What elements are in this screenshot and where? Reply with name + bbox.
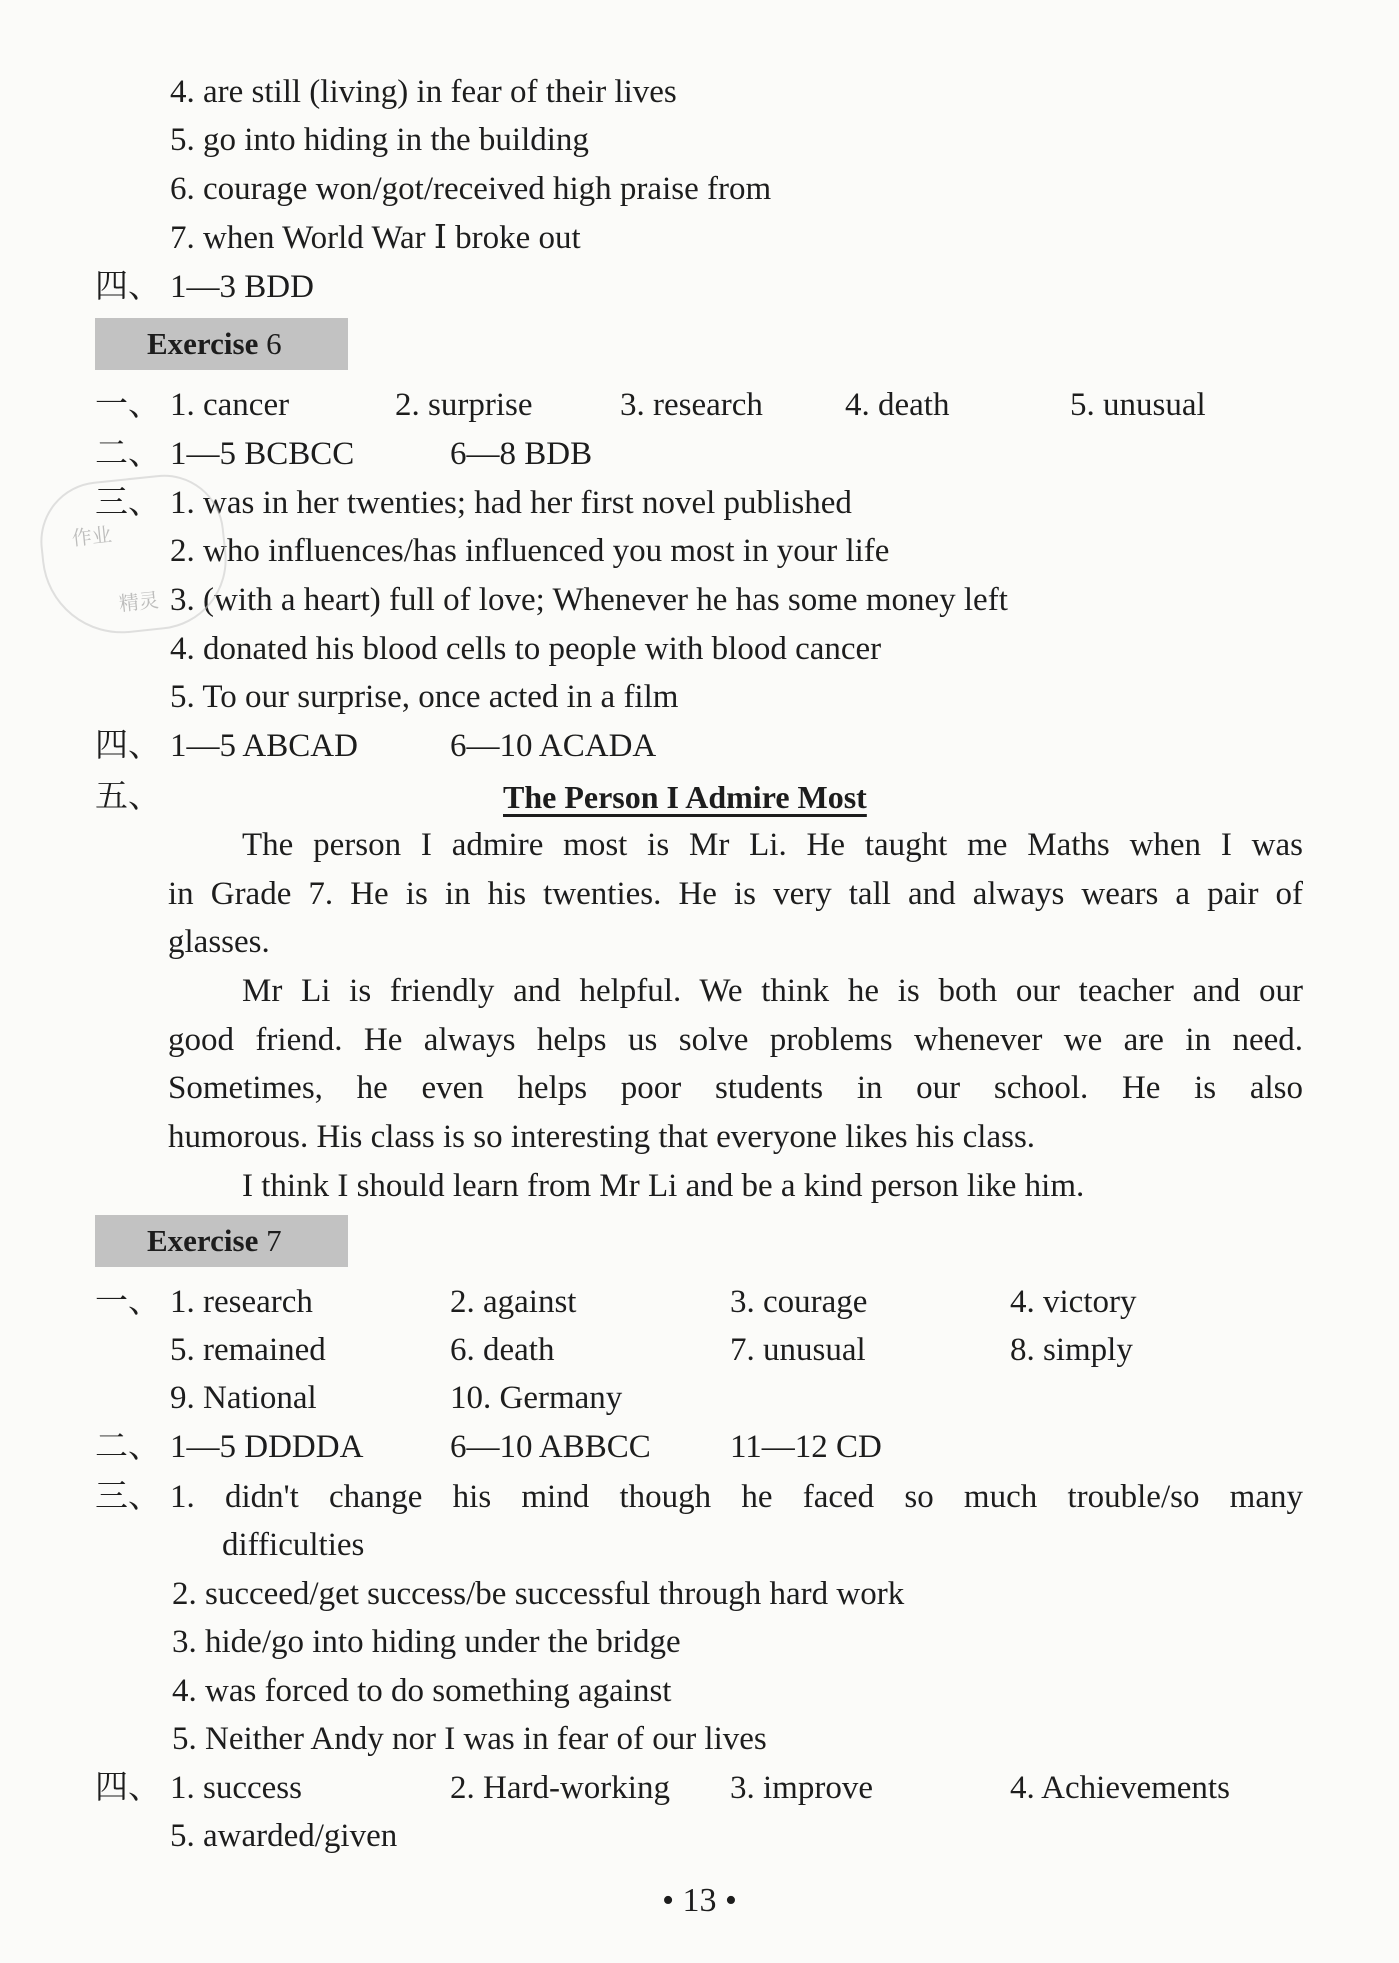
essay-title: The Person I Admire Most: [503, 779, 867, 815]
answer-item: 5. remained: [170, 1332, 326, 1368]
watermark-stamp: 作业 精灵: [34, 469, 233, 641]
answer-item: 5. unusual: [1070, 387, 1206, 423]
answer-item: 1. success: [170, 1770, 302, 1806]
essay-line: good friend. He always helps us solve problems whenever we are in need.: [168, 1022, 1303, 1058]
section-label: 一、: [95, 1284, 161, 1320]
answer-item: 5. go into hiding in the building: [170, 122, 589, 158]
answer-item: 1. was in her twenties; had her first novel published: [170, 485, 852, 521]
answer-item: 4. are still (living) in fear of their lives: [170, 74, 677, 110]
answer-item: 3. research: [620, 387, 763, 423]
answer-item: 1—5 DDDDA: [170, 1429, 364, 1465]
answer-item: 2. Hard-working: [450, 1770, 670, 1806]
answer-item: 6—8 BDB: [450, 436, 593, 472]
answer-item: 5. awarded/given: [170, 1818, 398, 1854]
answer-item: 2. who influences/has influenced you most in your life: [170, 533, 890, 569]
answer-item: 1. didn't change his mind though he faced so much trouble/so many: [170, 1479, 1303, 1515]
answer-item: 4. death: [845, 387, 950, 423]
answer-item: 4. was forced to do something against: [172, 1673, 672, 1709]
answer-item: 4. Achievements: [1010, 1770, 1230, 1806]
answer-item: 3. courage: [730, 1284, 868, 1320]
section-label: 三、: [95, 485, 161, 521]
answer-item: 4. donated his blood cells to people with blood cancer: [170, 631, 882, 667]
section-label: 二、: [95, 436, 161, 472]
essay-line: in Grade 7. He is in his twenties. He is very tall and always wears a pair of: [168, 876, 1303, 912]
answer-item: 5. To our surprise, once acted in a film: [170, 679, 679, 715]
answer-item: 6. courage won/got/received high praise from: [170, 171, 772, 207]
answer-item: 1. cancer: [170, 387, 290, 423]
answer-item: 3. (with a heart) full of love; Whenever he has some money left: [170, 582, 1008, 618]
page-number: • 13 •: [662, 1882, 737, 1919]
answer-item: 9. National: [170, 1380, 317, 1416]
answer-item: 6. death: [450, 1332, 555, 1368]
essay-line: Sometimes, he even helps poor students in our school. He is also: [168, 1070, 1303, 1106]
answer-item: 1. research: [170, 1284, 313, 1320]
essay-line: I think I should learn from Mr Li and be a kind person like him.: [242, 1168, 1085, 1204]
answer-item: 2. succeed/get success/be successful through hard work: [172, 1576, 905, 1612]
exercise-6-header: Exercise 6: [95, 318, 348, 370]
answer-item: 3. improve: [730, 1770, 873, 1806]
exercise-7-header: Exercise 7: [95, 1215, 348, 1267]
section-label: 二、: [95, 1429, 161, 1465]
section-label: 四、: [95, 269, 161, 305]
essay-line: The person I admire most is Mr Li. He taught me Maths when I was: [242, 827, 1303, 863]
section-label: 四、: [95, 728, 161, 764]
answer-item: 6—10 ABBCC: [450, 1429, 651, 1465]
section-label: 五、: [95, 779, 161, 815]
essay-line: Mr Li is friendly and helpful. We think he is both our teacher and our: [242, 973, 1303, 1009]
answer-item: 3. hide/go into hiding under the bridge: [172, 1624, 681, 1660]
essay-line: glasses.: [168, 924, 270, 960]
answer-item: 8. simply: [1010, 1332, 1133, 1368]
answer-item: 1—5 ABCAD: [170, 728, 358, 764]
answer-item: 2. against: [450, 1284, 577, 1320]
section-label: 一、: [95, 387, 161, 423]
answer-item: 6—10 ACADA: [450, 728, 657, 764]
answer-item: 1—5 BCBCC: [170, 436, 355, 472]
answer-item: 4. victory: [1010, 1284, 1137, 1320]
answer-item: 10. Germany: [450, 1380, 623, 1416]
answer-item: 2. surprise: [395, 387, 533, 423]
answer-item: 1—3 BDD: [170, 269, 314, 305]
section-label: 三、: [95, 1479, 161, 1515]
section-label: 四、: [95, 1770, 161, 1806]
answer-item: 5. Neither Andy nor I was in fear of our lives: [172, 1721, 767, 1757]
answer-item: 7. when World War Ⅰ broke out: [170, 220, 581, 256]
answer-item-continued: difficulties: [222, 1527, 365, 1563]
essay-line: humorous. His class is so interesting that everyone likes his class.: [168, 1119, 1036, 1155]
answer-item: 7. unusual: [730, 1332, 866, 1368]
answer-item: 11—12 CD: [730, 1429, 882, 1465]
